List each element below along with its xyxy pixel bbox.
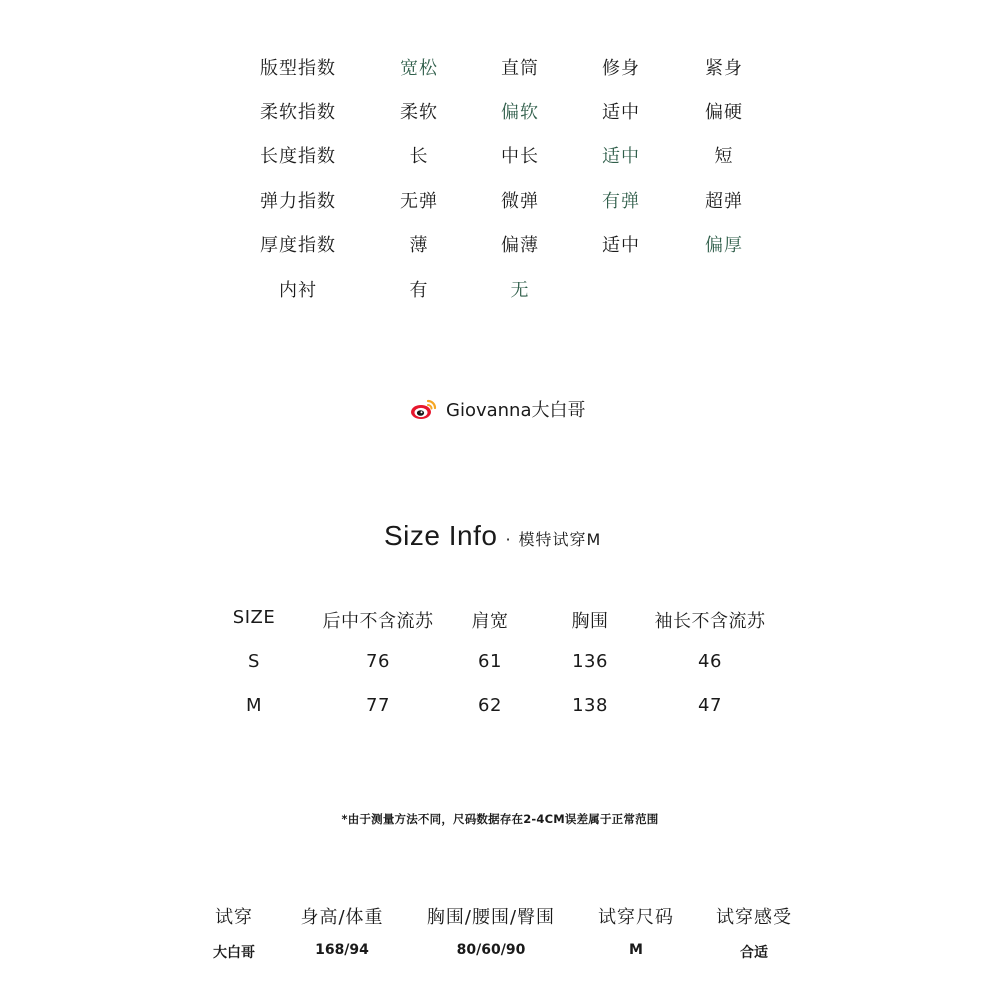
- size-table-header: SIZE: [232, 607, 276, 628]
- weibo-handle-text: Giovanna大白哥: [446, 400, 586, 421]
- attribute-option: 超弹: [705, 191, 743, 212]
- attribute-option: 中长: [501, 146, 539, 167]
- try-on-header: 试穿尺码: [598, 907, 674, 928]
- attribute-option-selected: 有弹: [602, 191, 640, 212]
- size-table-cell: M: [245, 695, 263, 716]
- size-table-header: 袖长不含流苏: [654, 611, 766, 632]
- try-on-header: 身高/体重: [300, 907, 384, 928]
- try-on-header: 试穿感受: [716, 907, 792, 928]
- try-on-value: 168/94: [315, 942, 369, 958]
- attribute-option: 短: [714, 146, 734, 167]
- attribute-option-selected: 偏软: [501, 102, 539, 123]
- attribute-option-selected: 宽松: [400, 58, 438, 79]
- weibo-icon: [410, 398, 438, 420]
- size-table-header: 肩宽: [471, 611, 509, 632]
- attribute-option: 微弹: [501, 191, 539, 212]
- size-table-cell: 62: [478, 695, 502, 716]
- attribute-option-selected: 无: [510, 280, 530, 301]
- size-table-cell: 76: [366, 651, 390, 672]
- attribute-option: 长: [409, 146, 429, 167]
- attribute-option: 柔软: [400, 102, 438, 123]
- attribute-label: 内衬: [279, 280, 317, 301]
- attribute-option-selected: 适中: [602, 146, 640, 167]
- attribute-option: 无弹: [400, 191, 438, 212]
- try-on-header: 胸围/腰围/臀围: [426, 907, 556, 928]
- attribute-option: 薄: [409, 235, 429, 256]
- size-info-title: [384, 520, 601, 552]
- attribute-option: 修身: [602, 58, 640, 79]
- try-on-value: 80/60/90: [456, 942, 526, 958]
- size-table-cell: S: [248, 651, 260, 672]
- size-info-heading: Size Info: [384, 520, 498, 551]
- attribute-label: 弹力指数: [260, 191, 336, 212]
- attribute-label: 版型指数: [260, 58, 336, 79]
- size-table-cell: 77: [366, 695, 390, 716]
- size-table-header: 胸围: [571, 611, 609, 632]
- attribute-option: 适中: [602, 102, 640, 123]
- attribute-option: 直筒: [501, 58, 539, 79]
- size-table-cell: 46: [698, 651, 722, 672]
- try-on-value: 合适: [740, 945, 768, 961]
- attribute-label: 长度指数: [260, 146, 336, 167]
- size-table-cell: 47: [698, 695, 722, 716]
- size-info-subtitle: 模特试穿M: [518, 530, 602, 549]
- attribute-option: 偏薄: [501, 235, 539, 256]
- size-info-separator: ·: [505, 530, 511, 549]
- try-on-value: M: [629, 942, 643, 958]
- size-table-cell: 138: [572, 695, 608, 716]
- weibo-handle: [410, 396, 586, 422]
- attribute-option: 偏硬: [705, 102, 743, 123]
- attribute-option: 适中: [602, 235, 640, 256]
- try-on-value: 大白哥: [213, 945, 255, 961]
- size-table-cell: 61: [478, 651, 502, 672]
- attribute-label: 柔软指数: [260, 102, 336, 123]
- attribute-label: 厚度指数: [260, 235, 336, 256]
- size-table-cell: 136: [572, 651, 608, 672]
- attribute-option: 有: [409, 280, 429, 301]
- try-on-header: 试穿: [215, 907, 253, 928]
- attribute-option-selected: 偏厚: [705, 235, 743, 256]
- attribute-option: 紧身: [705, 58, 743, 79]
- size-table-header: 后中不含流苏: [322, 611, 434, 632]
- measurement-note: *由于测量方法不同，尺码数据存在2-4CM误差属于正常范围: [341, 812, 659, 826]
